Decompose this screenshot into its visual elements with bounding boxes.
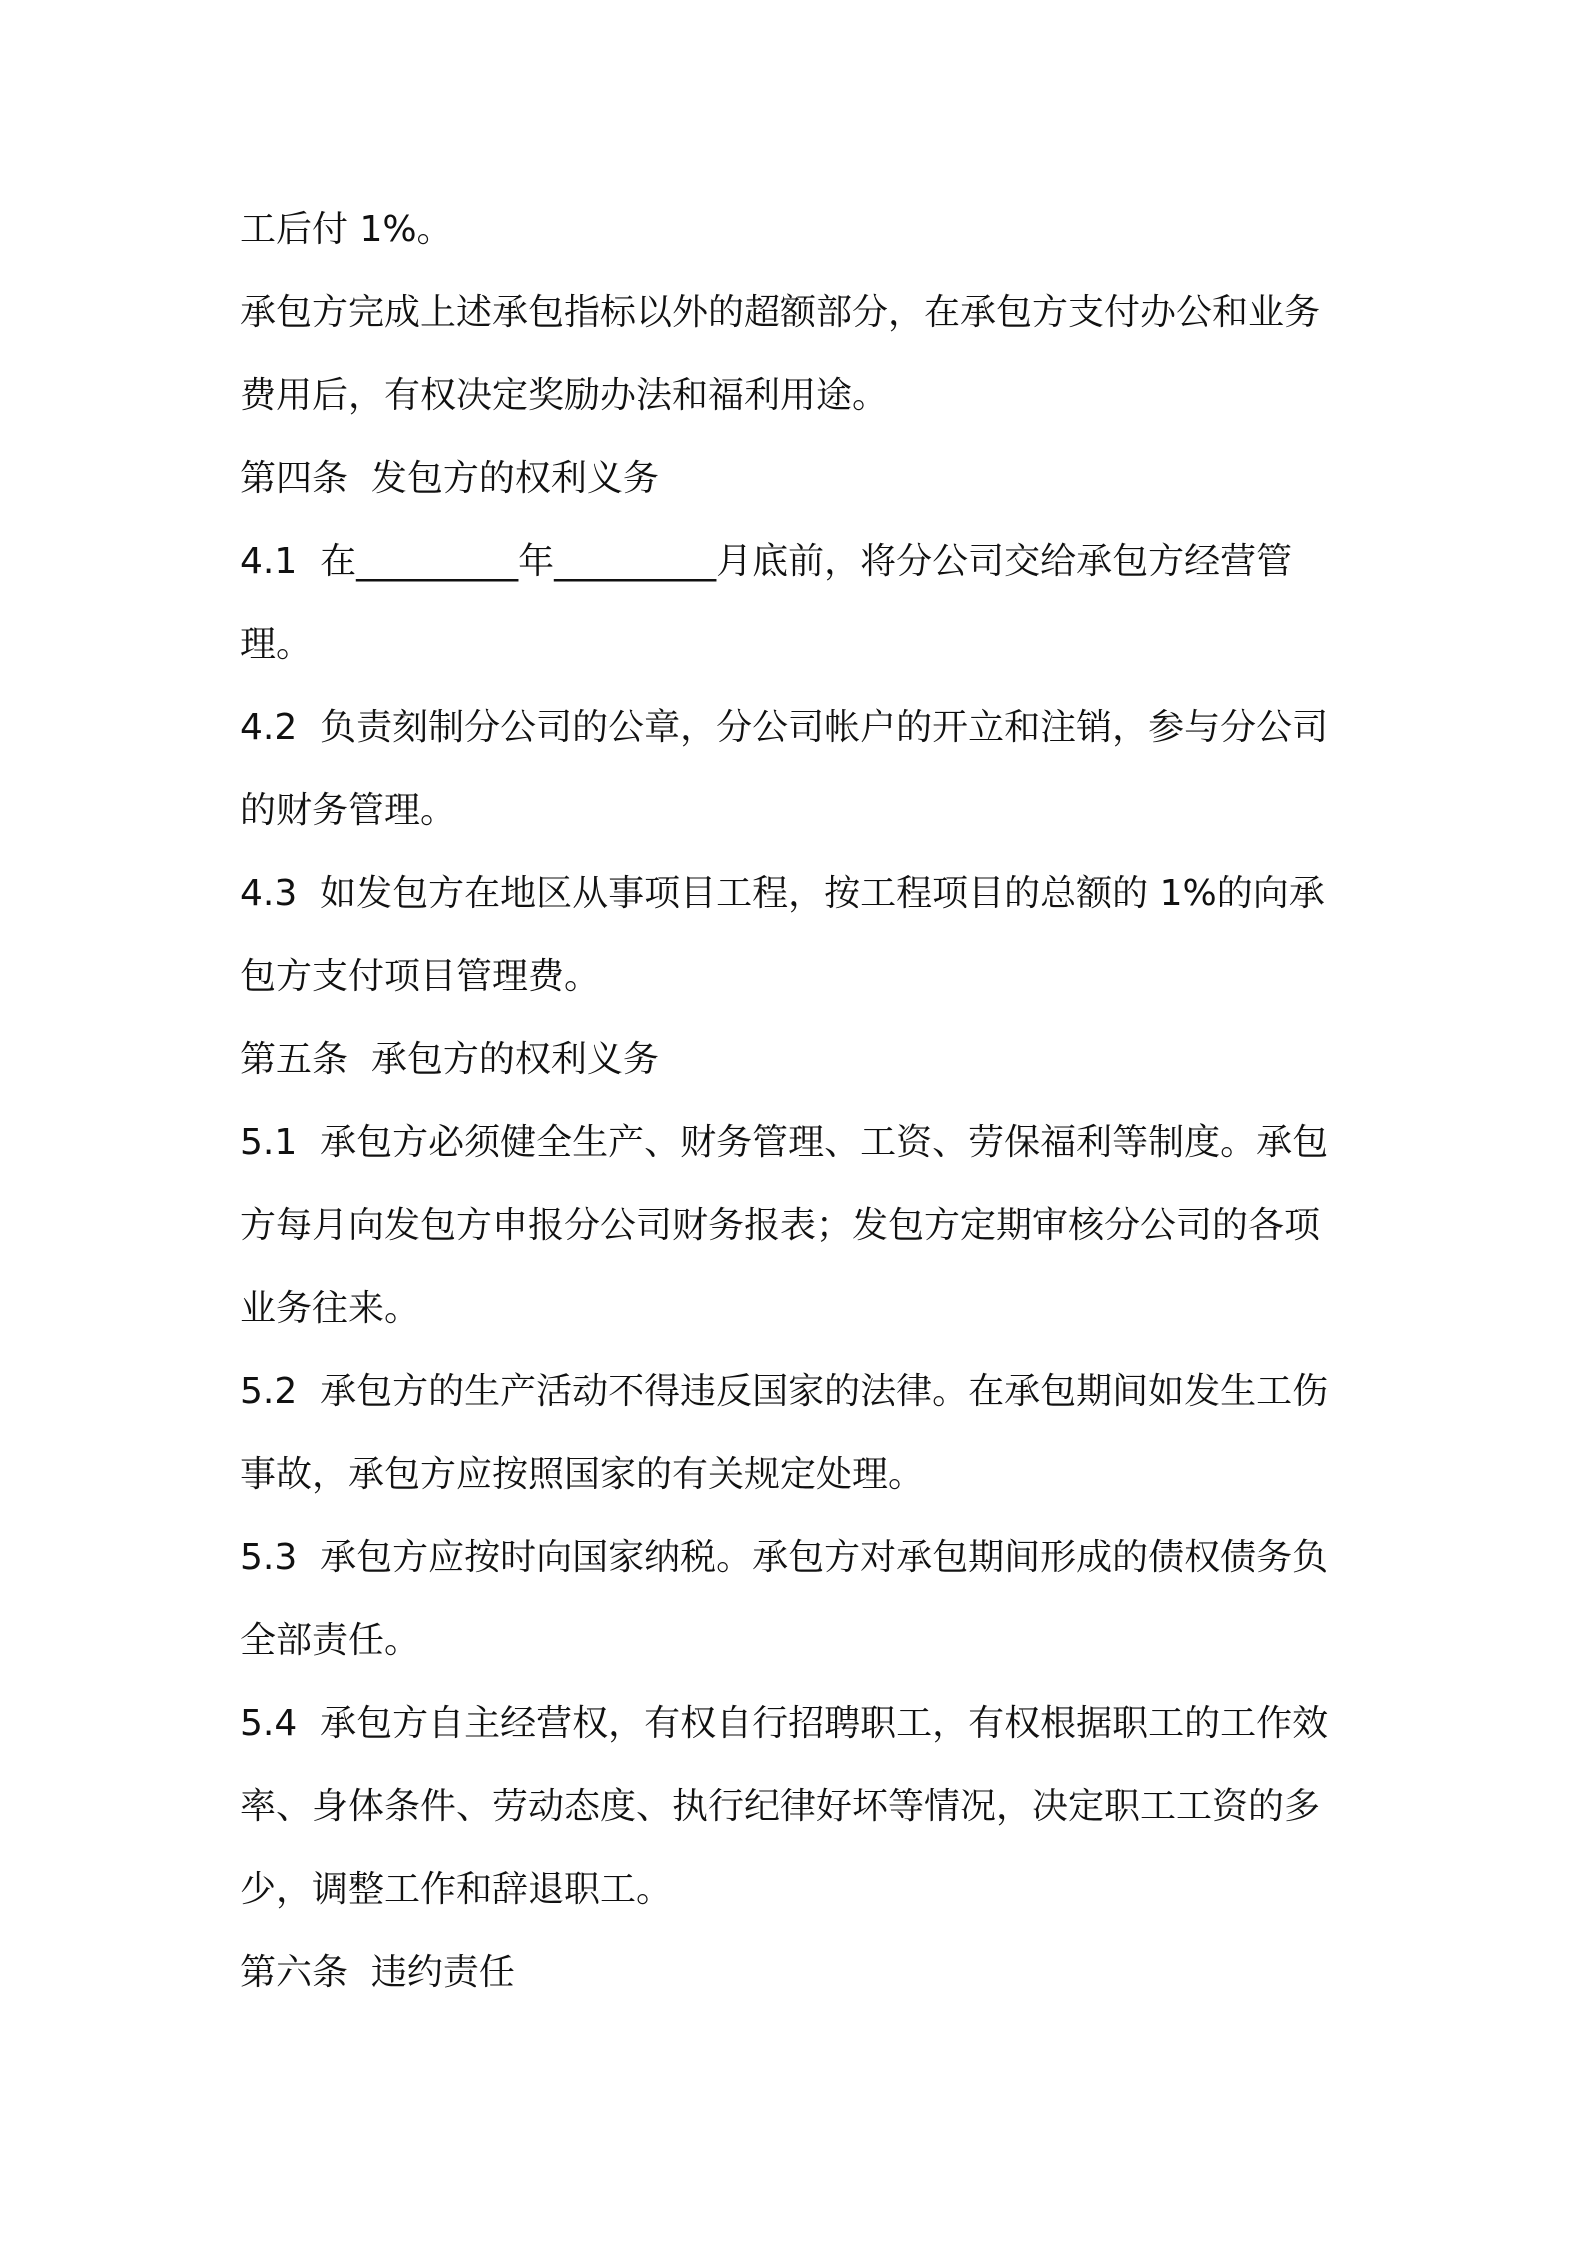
- text-line: 5.2 承包方的生产活动不得违反国家的法律。在承包期间如发生工伤: [240, 1371, 1329, 1412]
- text-line: 全部责任。: [240, 1620, 421, 1661]
- text-line: 率、身体条件、劳动态度、执行纪律好坏等情况，决定职工工资的多: [240, 1786, 1321, 1827]
- text-line: 5.4 承包方自主经营权，有权自行招聘职工，有权根据职工的工作效: [240, 1703, 1329, 1744]
- text-line: 事故，承包方应按照国家的有关规定处理。: [240, 1454, 925, 1495]
- text-line: 包方支付项目管理费。: [240, 956, 601, 997]
- text-line: 的财务管理。: [240, 790, 457, 831]
- text-line: 工后付 1%。: [240, 209, 453, 250]
- text-line: 业务往来。: [240, 1288, 421, 1329]
- text-line: 4.1 在_________年_________月底前，将分公司交给承包方经营管: [240, 541, 1293, 582]
- text-line: 方每月向发包方申报分公司财务报表；发包方定期审核分公司的各项: [240, 1205, 1321, 1246]
- text-line: 4.2 负责刻制分公司的公章，分公司帐户的开立和注销，参与分公司: [240, 707, 1329, 748]
- article-heading-6: 第六条 违约责任: [240, 1952, 515, 1993]
- article-heading-4: 第四条 发包方的权利义务: [240, 458, 659, 499]
- text-line: 承包方完成上述承包指标以外的超额部分，在承包方支付办公和业务: [240, 292, 1321, 333]
- text-line: 少，调整工作和辞退职工。: [240, 1869, 673, 1910]
- article-heading-5: 第五条 承包方的权利义务: [240, 1039, 659, 1080]
- text-line: 4.3 如发包方在地区从事项目工程，按工程项目的总额的 1%的向承: [240, 873, 1325, 914]
- text-line: 5.3 承包方应按时向国家纳税。承包方对承包期间形成的债权债务负: [240, 1537, 1329, 1578]
- text-line: 费用后，有权决定奖励办法和福利用途。: [240, 375, 889, 416]
- text-line: 理。: [240, 624, 313, 665]
- text-line: 5.1 承包方必须健全生产、财务管理、工资、劳保福利等制度。承包: [240, 1122, 1329, 1163]
